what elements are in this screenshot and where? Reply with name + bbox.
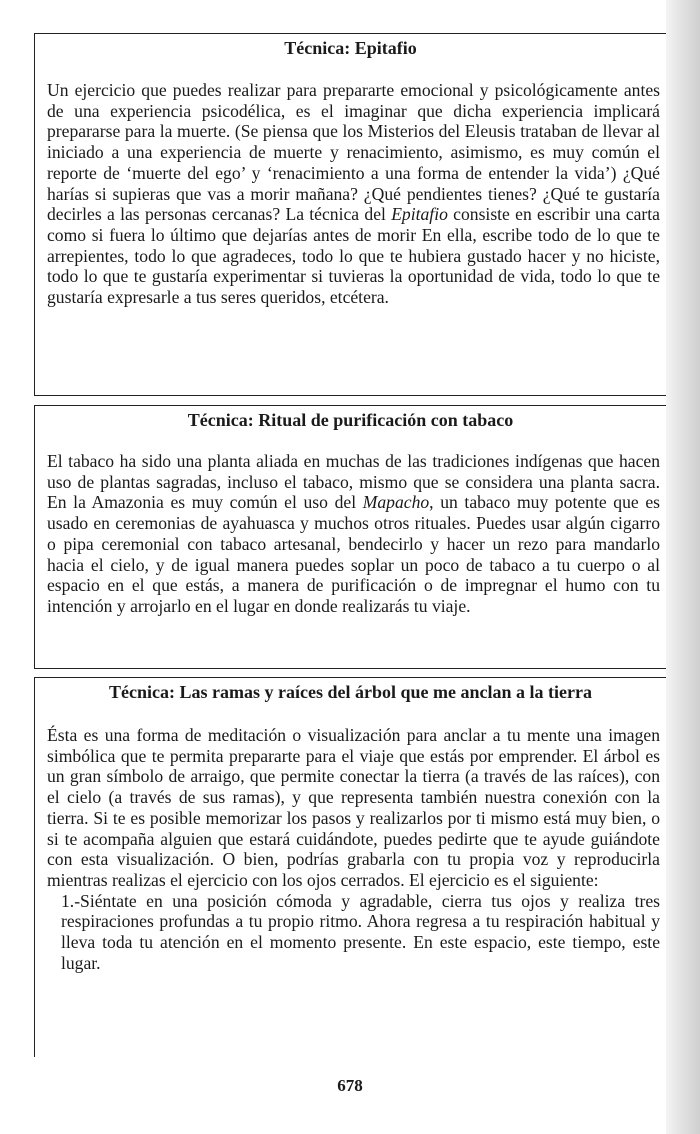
section-title: Técnica: Las ramas y raíces del árbol que me anclan a la tierra: [109, 682, 592, 702]
list-item: 1.-Siéntate en una posición cómoda y agradable, cierra tus ojos y realiza tres respiraciones profundas a tu propio ritmo. Ahora regresa a tu respiración habitual y lleva toda tu atención en el momento presente. En este espacio, este tiempo, este lugar.: [61, 890, 660, 973]
section-epitafio: [34, 33, 666, 396]
emphasis: Epitafio: [391, 204, 448, 225]
section-title: Técnica: Epitafio: [284, 38, 417, 58]
section-tabaco: [34, 405, 666, 669]
page-number: 678: [337, 1076, 363, 1095]
section-body: El tabaco ha sido una planta aliada en muchas de las tradiciones indígenas que hacen uso de plantas sagradas, incluso el tabaco, mismo que se considera una planta sacra. En la Amazonia es muy común el uso del Mapacho, un tabaco muy potente que es usado en ceremonias de ayahuasca y muchos otros rituales. Puedes usar algún cigarro o pipa ceremonial con tabaco artesanal, bendecirlo y hacer un rezo para mandarlo hacia el cielo, y de igual manera puedes soplar un poco de tabaco a tu cuerpo o al espacio en el que estás, a manera de purificación o de impregnar el humo con tu intención y arrojarlo en el lugar en donde realizarás tu viaje.: [47, 451, 660, 616]
emphasis: Mapacho: [362, 492, 430, 513]
section-title: Técnica: Ritual de purificación con tabaco: [187, 410, 514, 430]
section-arbol: [34, 677, 666, 1057]
section-body: Un ejercicio que puedes realizar para prepararte emocional y psicológicamente antes de una experiencia psicodélica, es el imaginar que dicha experiencia implicará prepararse para la muerte. (Se piensa que los Misterios del Eleusis trataban de llevar al iniciado a una experiencia de muerte y renacimiento, asimismo, es muy común el reporte de ‘muerte del ego’ y ‘renacimiento a una forma de entender la vida’) ¿Qué harías si supieras que vas a morir mañana? ¿Qué pendientes tienes? ¿Qué te gustaría decirles a las personas cercanas? La técnica del Epitafio consiste en escribir una carta como si fuera lo último que dejarías antes de morir En ella, escribe todo de lo que te arrepientes, todo lo que agradeces, todo lo que te hubiera gustado hacer y no hiciste, todo lo que te gustaría experimentar si tuvieras la oportunidad de vida, todo lo que te gustaría expresarle a tus seres queridos, etcétera.: [47, 80, 660, 308]
section-body: Ésta es una forma de meditación o visualización para anclar a tu mente una imagen simbólica que te permita prepararte para el viaje que estás por emprender. El árbol es un gran símbolo de arraigo, que permite conectar la tierra (a través de las raíces), con el cielo (a través de sus ramas), y que representa también nuestra conexión con la tierra. Si te es posible memorizar los pasos y realizarlos por ti mismo está muy bien, o si te acompaña alguien que estará cuidándote, puedes pedirte que te ayude guiándote con esta visualización. O bien, podrías grabarla con tu propia voz y reproducirla mientras realizas el ejercicio con los ojos cerrados. El ejercicio es el siguiente:: [47, 725, 660, 890]
book-spine-shadow: [666, 0, 700, 1134]
